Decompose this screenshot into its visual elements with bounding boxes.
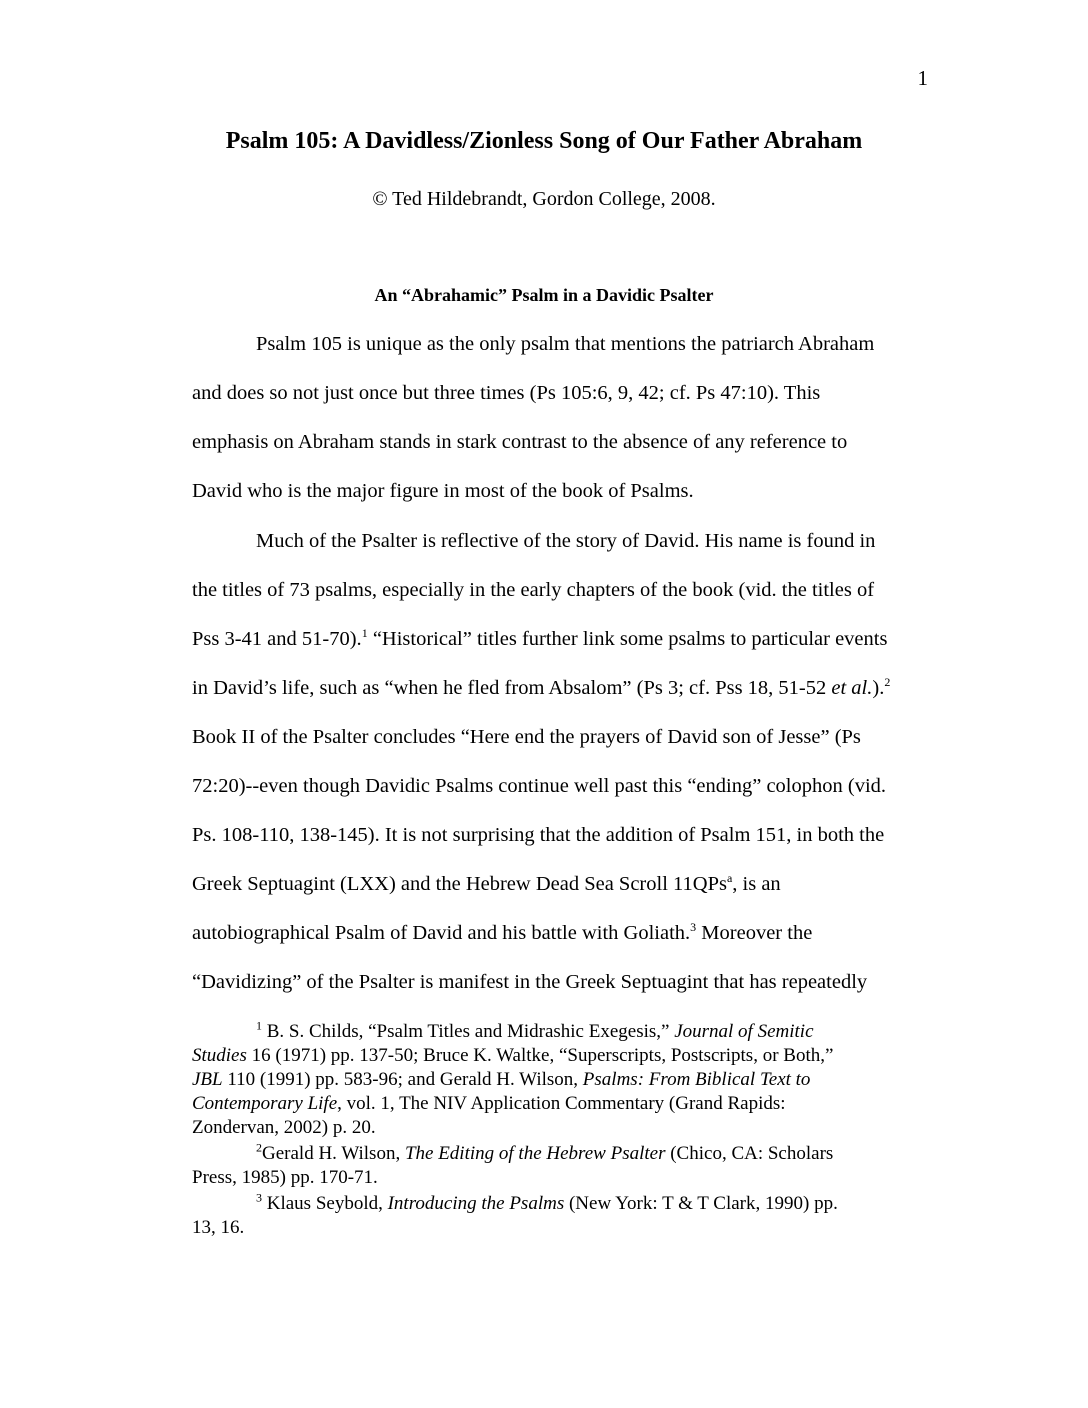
footnote-text: , vol. 1, The NIV Application Commentary (Grand Rapids:	[337, 1093, 786, 1114]
footnote-line	[192, 1068, 810, 1092]
body-line: emphasis on Abraham stands in stark contrast to the absence of any reference to	[192, 431, 848, 453]
body-line: Much of the Psalter is reflective of the story of David. His name is found in	[256, 530, 876, 552]
italic-text: Contemporary Life	[192, 1093, 338, 1114]
italic-text: Studies	[192, 1045, 247, 1066]
footnote-2	[256, 1142, 833, 1166]
body-text: , is an	[732, 873, 781, 895]
footnote-ref-1[interactable]: 1	[361, 626, 368, 641]
footnote-1	[256, 1020, 814, 1044]
body-line	[192, 873, 781, 896]
body-line: David who is the major figure in most of the book of Psalms.	[192, 480, 694, 502]
footnote-line	[192, 1092, 786, 1116]
footnote-number: 1	[256, 1018, 262, 1033]
body-line	[192, 922, 812, 945]
body-line: 72:20)--even though Davidic Psalms continue well past this “ending” colophon (vid.	[192, 775, 887, 797]
footnote-text: (Chico, CA: Scholars	[665, 1143, 834, 1164]
page-title: Psalm 105: A Davidless/Zionless Song of Our Father Abraham	[225, 128, 863, 154]
body-line: the titles of 73 psalms, especially in the early chapters of the book (vid. the titles of	[192, 579, 875, 601]
page-number: 1	[917, 66, 928, 90]
body-text: ).	[872, 677, 885, 699]
footnote-line	[192, 1044, 833, 1068]
footnote-line: 13, 16.	[192, 1217, 245, 1238]
body-line: “Davidizing” of the Psalter is manifest in the Greek Septuagint that has repeatedly	[192, 971, 868, 993]
italic-text: The Editing of the Hebrew Psalter	[404, 1143, 666, 1164]
footnote-number: 2	[256, 1140, 262, 1155]
body-text: Moreover the	[696, 922, 813, 944]
body-line	[192, 677, 890, 700]
footnote-text: B. S. Childs, “Psalm Titles and Midrashic Exegesis,”	[262, 1021, 675, 1042]
italic-text: JBL	[192, 1069, 223, 1090]
footnote-ref-3[interactable]: 3	[690, 920, 697, 935]
footnote-text: (New York: T & T Clark, 1990) pp.	[564, 1193, 838, 1214]
body-line: and does so not just once but three times (Ps 105:6, 9, 42; cf. Ps 47:10). This	[192, 382, 821, 404]
body-text: autobiographical Psalm of David and his battle with Goliath.	[192, 922, 691, 944]
body-line: Book II of the Psalter concludes “Here end the prayers of David son of Jesse” (Ps	[192, 726, 861, 748]
body-text: Pss 3-41 and 51-70).	[192, 628, 362, 650]
body-text: “Historical” titles further link some psalms to particular events	[367, 628, 888, 650]
italic-text: Journal of Semitic	[674, 1021, 814, 1042]
footnote-text: 110 (1991) pp. 583-96; and Gerald H. Wilson,	[222, 1069, 583, 1090]
footnote-text: 16 (1971) pp. 137-50; Bruce K. Waltke, “Superscripts, Postscripts, or Both,”	[246, 1045, 834, 1066]
italic-text: Psalms: From Biblical Text to	[582, 1069, 811, 1090]
body-text: in David’s life, such as “when he fled from Absalom” (Ps 3; cf. Pss 18, 51-52	[192, 677, 832, 699]
footnote-3	[256, 1192, 838, 1216]
footnote-ref-2[interactable]: 2	[884, 675, 891, 690]
footnote-text: Klaus Seybold,	[262, 1193, 388, 1214]
footnote-line: Press, 1985) pp. 170-71.	[192, 1167, 378, 1188]
copyright-line: © Ted Hildebrandt, Gordon College, 2008.	[372, 188, 716, 210]
body-line	[192, 628, 887, 651]
body-line: Ps. 108-110, 138-145). It is not surprising that the addition of Psalm 151, in both the	[192, 824, 885, 846]
footnote-line: Zondervan, 2002) p. 20.	[192, 1117, 376, 1138]
italic-text: et al.	[831, 677, 873, 699]
italic-text: Introducing the Psalms	[387, 1193, 565, 1214]
body-line: Psalm 105 is unique as the only psalm that mentions the patriarch Abraham	[256, 333, 875, 355]
body-text: Greek Septuagint (LXX) and the Hebrew Dead Sea Scroll 11QPs	[192, 873, 727, 895]
superscript: a	[726, 871, 733, 886]
section-heading: An “Abrahamic” Psalm in a Davidic Psalter	[374, 285, 714, 305]
footnote-text: Gerald H. Wilson,	[262, 1143, 405, 1164]
footnote-number: 3	[256, 1190, 262, 1205]
